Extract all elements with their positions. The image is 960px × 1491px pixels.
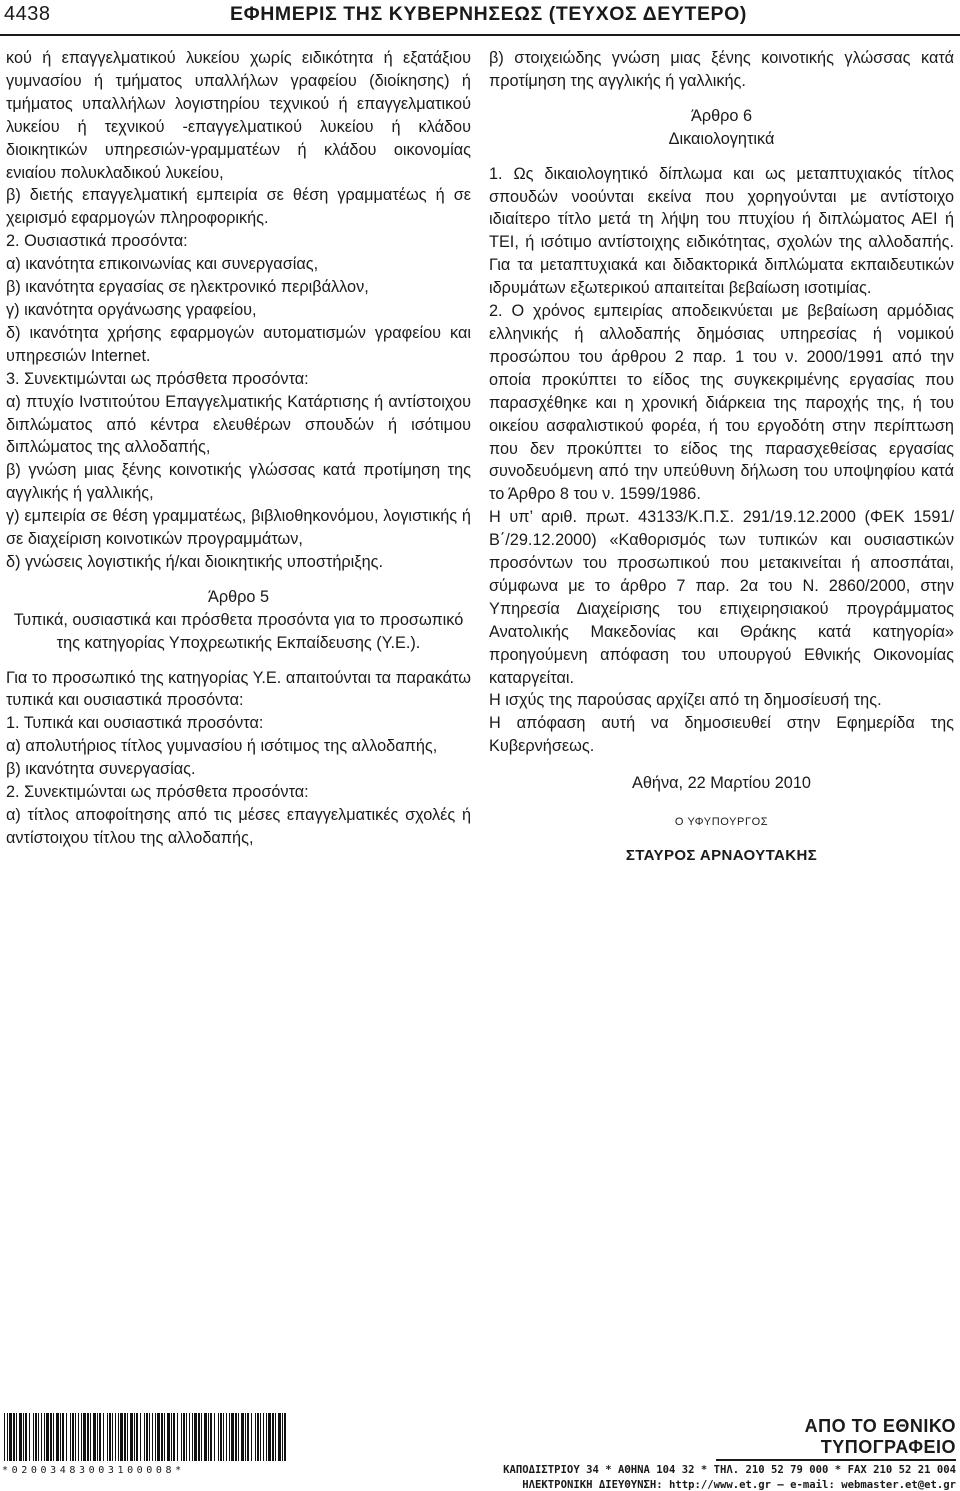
article-title: Τυπικά, ουσιαστικά και πρόσθετα προσόντα για το προσωπικό της κατηγορίας Υποχρεωτικής Εκπαίδευσης (Υ.Ε.). [13, 610, 464, 652]
paragraph: 2. Συνεκτιμώνται ως πρόσθετα προσόντα: [6, 783, 309, 802]
paragraph: γ) ικανότητα οργάνωσης γραφείου, [6, 300, 257, 319]
paragraph: Για το προσωπικό της κατηγορίας Υ.Ε. απαιτούνται τα παρακάτω τυπικά και ουσιαστικά προσόντα: [6, 668, 471, 710]
running-title: ΕΦΗΜΕΡΙΣ ΤΗΣ ΚΥΒΕΡΝΗΣΕΩΣ (ΤΕΥΧΟΣ ΔΕΥΤΕΡΟ) [230, 3, 748, 25]
paragraph: κού ή επαγγελματικού λυκείου χωρίς ειδικότητα ή εξατάξιου γυμνασίου ή τμήματος υπαλλήλων γραφείου (διοίκησης) ή τμήματος υπαλλήλων λογιστηρίου τεχνικού ή επαγγελματικού λυκείου ή τεχνικού -επαγγελματικού λυκείου ή κλάδου διοικητικών υπηρεσιών-γραμματέων ή κλάδου οικονομίας ενιαίου πολυκλαδικού λυκείου, [6, 49, 471, 182]
paragraph: α) πτυχίο Ινστιτούτου Επαγγελματικής Κατάρτισης ή αντίστοιχου διπλώματος από κέντρα ελευθέρων σπουδών ή ισότιμου διπλώματος της αλλοδαπής, [6, 392, 471, 457]
signer-name: ΣΤΑΥΡΟΣ ΑΡΝΑΟΥΤΑΚΗΣ [625, 847, 818, 865]
article-heading: Άρθρο 5 [207, 587, 270, 606]
barcode [2, 1413, 292, 1475]
spacer [489, 93, 954, 105]
paragraph: δ) ικανότητα χρήσης εφαρμογών αυτοματισμών γραφείου και υπηρεσιών Internet. [6, 323, 471, 365]
paragraph: α) απολυτήριος τίτλος γυμνασίου ή ισότιμος της αλλοδαπής, [6, 737, 438, 756]
spacer [489, 151, 954, 163]
paragraph: 2. Ο χρόνος εμπειρίας αποδεικνύεται με βεβαίωση αρμόδιας ελληνικής ή αλλοδαπής δημόσιας υπηρεσίας ή νομικού προσώπου του άρθρου 2 παρ. 1 του ν. 2000/1991 από την οποία προκύπτει το είδος της συγκεκριμένης εργασίας που παρασχέθηκε και η χρονική διάρκεια της παροχής της, ή του οικείου ασφαλιστικού φορέα, ή του εργοδότη στην περίπτωση που δεν προκύπτει το είδος της παρασχεθείσας εργασίας συνοδευόμενη από την υπεύθυνη δήλωση του υποψηφίου κατά το Άρθρο 8 του ν. 1599/1986. [489, 302, 954, 504]
paragraph: α) ικανότητα επικοινωνίας και συνεργασίας, [6, 255, 319, 274]
paragraph: 1. Τυπικά και ουσιαστικά προσόντα: [6, 714, 264, 733]
paragraph: 2. Ουσιαστικά προσόντα: [6, 232, 188, 251]
paragraph: Η ισχύς της παρούσας αρχίζει από τη δημοσίευσή της. [489, 691, 882, 710]
barcode-digits: *02003483003100008* [2, 1465, 185, 1476]
header-rule [0, 34, 960, 36]
printer-web: ΗΛΕΚΤΡΟΝΙΚΗ ΔΙΕΥΘΥΝΣΗ: http://www.et.gr — e-mail: webmaster.et@et.gr [522, 1479, 956, 1491]
printer-info [396, 1416, 956, 1491]
paragraph: Η απόφαση αυτή να δημοσιευθεί στην Εφημερίδα της Κυβερνήσεως. [489, 714, 954, 756]
place-date: Αθήνα, 22 Μαρτίου 2010 [632, 774, 811, 793]
paragraph: β) διετής επαγγελματική εμπειρία σε θέση γραμματέως ή σε χειρισμό εφαρμογών πληροφορικής. [6, 186, 471, 228]
paragraph: β) στοιχειώδης γνώση μιας ξένης κοινοτικής γλώσσας κατά προτίμηση της αγγλικής ή γαλλικής. [489, 49, 954, 90]
paragraph: α) τίτλος αποφοίτησης από τις μέσες επαγγελματικές σχολές ή αντίστοιχου τίτλου της αλλοδαπής, [6, 806, 471, 847]
spacer [6, 574, 471, 586]
paragraph: β) ικανότητα εργασίας σε ηλεκτρονικό περιβάλλον, [6, 278, 369, 297]
paragraph: γ) εμπειρία σε θέση γραμματέως, βιβλιοθηκονόμου, λογιστικής ή σε διαχείριση κοινοτικών προγραμμάτων, [6, 507, 471, 549]
paragraph: Η υπ’ αριθ. πρωτ. 43133/Κ.Π.Σ. 291/19.12.2000 (ΦΕΚ 1591/Β΄/29.12.2000) «Καθορισμός των τυπικών και ουσιαστικών προσόντων του προσωπικού που μετακινείται ή αποσπάται, σύμφωνα με το άρθρο 7 παρ. 2α του Ν. 2860/2000, στην Υπηρεσία Διαχείρισης του επιχειρησιακού προγράμματος Ανατολικής Μακεδονίας και Θράκης κατά κατηγορία» προηγούμενη απόφαση του υπουργού Εθνικής Οικονομίας καταργείται. [489, 508, 954, 687]
printer-name: ΑΠΟ ΤΟ ΕΘΝΙΚΟ ΤΥΠΟΓΡΑΦΕΙΟ [716, 1416, 956, 1461]
paragraph: 1. Ως δικαιολογητικό δίπλωμα και ως μεταπτυχιακός τίτλος σπουδών νοούνται εκείνα που χορηγούνται με αντίστοιχο ιδιαίτερο τίτλο μετά τη λήψη του πτυχίου ή διπλώματος ΑΕΙ ή ΤΕΙ, ή ισότιμο αντίστοιχης ειδικότητας, σχολών της αλλοδαπής. Για τα μεταπτυχιακά και διδακτορικά διπλώματα εκπαιδευτικών ιδρυμάτων εξωτερικού απαιτείται βεβαίωση ισοτιμίας. [489, 164, 954, 298]
paragraph: δ) γνώσεις λογιστικής ή/και διοικητικής υποστήριξης. [6, 552, 383, 571]
paragraph: β) γνώση μιας ξένης κοινοτικής γλώσσας κατά προτίμηση της αγγλικής ή γαλλικής, [6, 461, 471, 503]
barcode-bars-icon [2, 1413, 292, 1463]
page-number: 4438 [4, 3, 51, 25]
signer-role: Ο ΥΦΥΠΟΥΡΓΟΣ [674, 816, 769, 829]
left-column [6, 47, 471, 850]
article-heading: Άρθρο 6 [690, 106, 753, 125]
printer-address: ΚΑΠΟΔΙΣΤΡΙΟΥ 34 * ΑΘΗΝΑ 104 32 * ΤΗΛ. 210 52 79 000 * FAX 210 52 21 004 [503, 1464, 956, 1476]
page-header [0, 0, 960, 38]
right-column [489, 47, 954, 883]
paragraph: 3. Συνεκτιμώνται ως πρόσθετα προσόντα: [6, 369, 309, 388]
spacer [6, 655, 471, 667]
page-footer [0, 1410, 960, 1491]
article-title: Δικαιολογητικά [668, 129, 775, 148]
paragraph: β) ικανότητα συνεργασίας. [6, 760, 196, 779]
